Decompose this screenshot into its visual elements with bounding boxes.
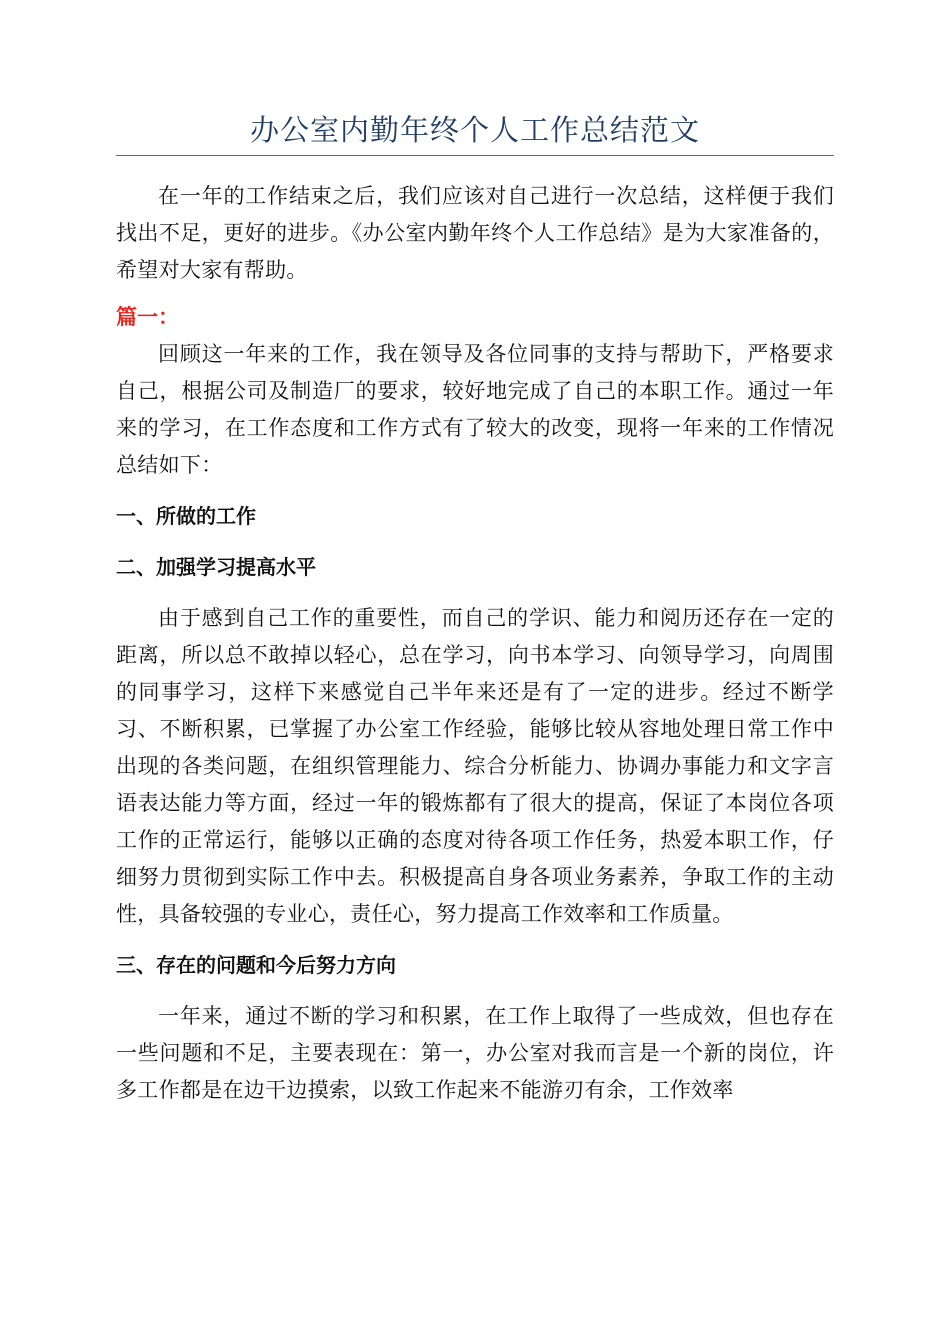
part-label: 篇一： (116, 305, 179, 329)
section-heading-work-done: 一、所做的工作 (116, 504, 256, 528)
paragraph-study: 由于感到自己工作的重要性，而自己的学识、能力和阅历还存在一定的距离，所以总不敢掉以轻心，总在学习，向书本学习、向领导学习，向周围的同事学习，这样下来感觉自己半年来还是有了一定的进步。经过不断学习、不断积累，已掌握了办公室工作经验，能够比较从容地处理日常工作中出现的各类问题，在组织管理能力、综合分析能力、协调办事能力和文字言语表达能力等方面，经过一年的锻炼都有了很大的提高，保证了本岗位各项工作的正常运行，能够以正确的态度对待各项工作任务，热爱本职工作，仔细努力贯彻到实际工作中去。积极提高自身各项业务素养，争取工作的主动性，具备较强的专业心，责任心，努力提高工作效率和工作质量。 (116, 606, 834, 926)
paragraph-problems: 一年来，通过不断的学习和积累，在工作上取得了一些成效，但也存在一些问题和不足，主要表现在：第一，办公室对我而言是一个新的岗位，许多工作都是在边干边摸索，以致工作起来不能游刃有余，工作效率 (116, 1004, 834, 1102)
title-block (116, 105, 834, 156)
document-title: 办公室内勤年终个人工作总结范文 (249, 113, 700, 147)
paragraph-review: 回顾这一年来的工作，我在领导及各位同事的支持与帮助下，严格要求自己，根据公司及制造厂的要求，较好地完成了自己的本职工作。通过一年来的学习，在工作态度和工作方式有了较大的改变，现将一年来的工作情况总结如下： (116, 342, 834, 477)
document-page (116, 105, 834, 1109)
intro-paragraph: 在一年的工作结束之后，我们应该对自己进行一次总结，这样便于我们找出不足，更好的进步。《办公室内勤年终个人工作总结》是为大家准备的，希望对大家有帮助。 (116, 184, 834, 282)
section-heading-study: 二、加强学习提高水平 (116, 555, 316, 579)
section-heading-problems: 三、存在的问题和今后努力方向 (116, 953, 396, 977)
